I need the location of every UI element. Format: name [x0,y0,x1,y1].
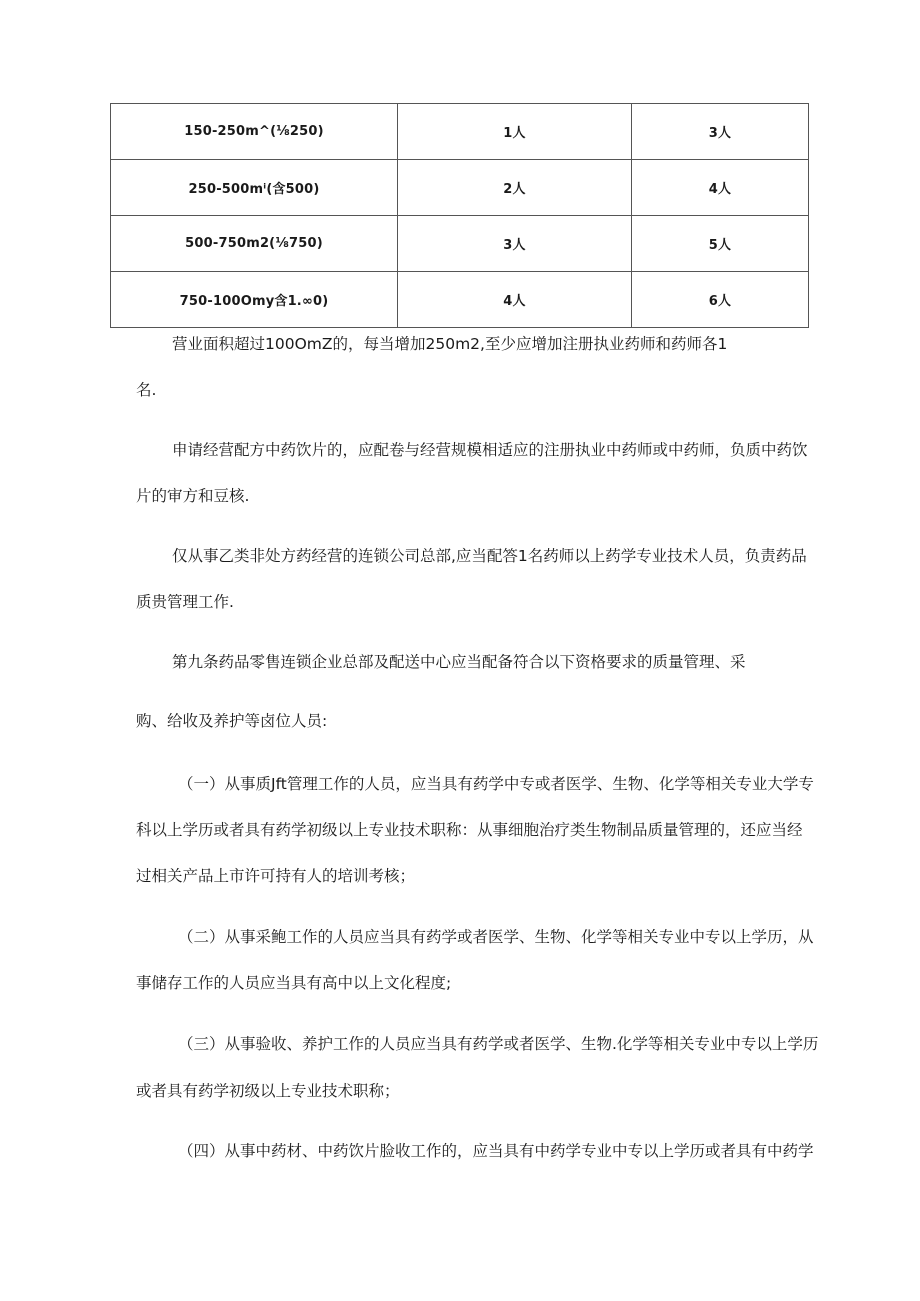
table-row [111,272,809,328]
paragraph-line: 片的审方和豆核. [136,487,250,505]
paragraph-line: （四）从事中药材、中药饮片脸收工作的，应当具有中药学专业中专以上学历或者具有中药学 [178,1142,814,1160]
count-cell: 3人 [398,216,632,272]
area-cell: 250-500mⁱ(含500) [111,160,398,216]
paragraph-line: 或者具有药学初级以上专业技术职称； [136,1082,400,1100]
staffing-table [110,103,809,328]
table-row [111,160,809,216]
table-row [111,216,809,272]
area-cell: 150-250m^(⅛250) [111,104,398,160]
paragraph-line: 购、给收及养护等卤位人员: [136,712,328,730]
paragraph-line: 申请经营配方中药饮片的，应配卷与经营规模相适应的注册执业中药师或中药师，负质中药饮 [172,441,808,459]
count-cell: 4人 [398,272,632,328]
area-cell: 750-100Omy含1.∞0) [111,272,398,328]
paragraph-line: 过相关产品上市许可持有人的培训考核； [136,867,416,885]
table-row [111,104,809,160]
paragraph-line: 科以上学历或者具有药学初级以上专业技术职称：从事细胞治疗类生物制品质量管理的，还应当经 [136,821,803,839]
count-cell: 2人 [398,160,632,216]
paragraph-line: 仅从事乙类非处方药经营的连锁公司总部,应当配答1名药师以上药学专业技术人员，负责药品 [172,547,807,565]
count-cell: 3人 [632,104,809,160]
count-cell: 6人 [632,272,809,328]
count-cell: 5人 [632,216,809,272]
paragraph-line: （二）从事采鲍工作的人员应当具有药学或者医学、生物、化学等相关专业中专以上学历，从 [178,928,814,946]
paragraph-line: 第九条药品零售连锁企业总部及配送中心应当配备符合以下资格要求的质量管理、采 [172,653,746,671]
count-cell: 4人 [632,160,809,216]
area-cell: 500-750m2(⅛750) [111,216,398,272]
count-cell: 1人 [398,104,632,160]
paragraph-line: 名. [136,381,157,399]
paragraph-line: （一）从事质Jft管理工作的人员，应当具有药学中专或者医学、生物、化学等相关专业大学专 [178,775,814,793]
paragraph-line: 营业面积超过100OmZ的，每当增加250m2,至少应增加注册执业药师和药师各1 [172,335,728,353]
paragraph-line: （三）从事验收、养护工作的人员应当具有药学或者医学、生物.化学等相关专业中专以上学历 [178,1035,819,1053]
paragraph-line: 事储存工作的人员应当具有高中以上文化程度; [136,974,452,992]
paragraph-line: 质贵管理工作. [136,593,234,611]
